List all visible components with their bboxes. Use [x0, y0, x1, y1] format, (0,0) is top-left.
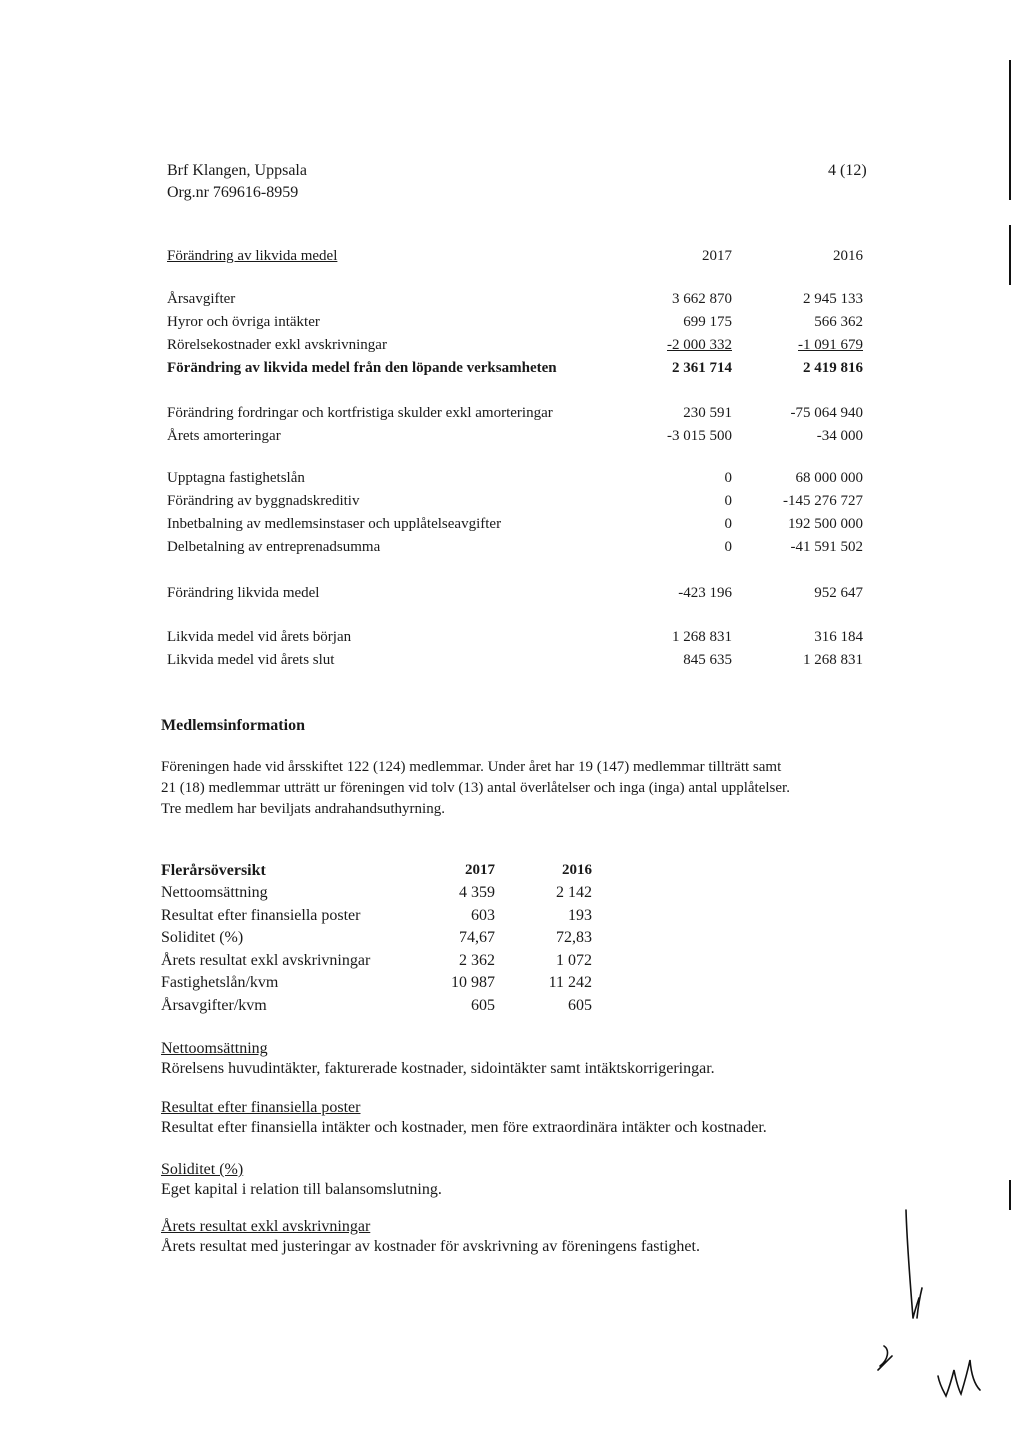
- definition-term: Resultat efter finansiella poster: [161, 1099, 361, 1116]
- cashflow-value-2017: 1 268 831: [672, 629, 732, 645]
- cashflow-row-label: Förändring av byggnadskreditiv: [167, 493, 360, 509]
- cashflow-value-2016: -41 591 502: [790, 539, 863, 555]
- cashflow-value-2017: 2 361 714: [672, 360, 732, 376]
- overview-value-2017: 4 359: [459, 884, 495, 901]
- overview-row-label: Årsavgifter/kvm: [161, 996, 267, 1014]
- cashflow-value-2017: -3 015 500: [667, 428, 732, 444]
- overview-value-2017: 2 362: [459, 951, 495, 969]
- overview-value-2017: 74,67: [459, 929, 495, 946]
- definition-text: Årets resultat med justeringar av kostnader för avskrivning av föreningens fastighet.: [161, 1238, 700, 1255]
- members-line: Föreningen hade vid årsskiftet 122 (124) medlemmar. Under året har 19 (147) medlemmar tillträtt samt: [161, 759, 782, 775]
- org-name: Brf Klangen, Uppsala: [167, 162, 307, 179]
- overview-row-label: Soliditet (%): [161, 929, 244, 946]
- members-line: 21 (18) medlemmar utträtt ur föreningen vid tolv (13) antal överlåtelser och inga (inga) antal upplåtelser.: [161, 780, 790, 796]
- cashflow-value-2016: 316 184: [814, 629, 863, 645]
- overview-value-2017: 10 987: [451, 974, 495, 991]
- cashflow-value-2016: -145 276 727: [783, 493, 863, 509]
- overview-value-2017: 605: [471, 996, 495, 1014]
- cashflow-col-2016: 2016: [833, 248, 863, 264]
- definition-text: Resultat efter finansiella intäkter och kostnader, men före extraordinära intäkter och kostnader.: [161, 1119, 767, 1136]
- cashflow-value-2017: -423 196: [678, 585, 732, 601]
- scan-edge-line: [1009, 225, 1011, 285]
- overview-value-2016: 72,83: [556, 929, 592, 946]
- page-number: 4 (12): [828, 162, 867, 179]
- cashflow-row-label: Delbetalning av entreprenadsumma: [167, 539, 381, 555]
- cashflow-value-2017: -2 000 332: [667, 337, 732, 353]
- cashflow-value-2017: 0: [724, 516, 732, 532]
- definition-term: Soliditet (%): [161, 1161, 244, 1178]
- cashflow-row-label: Förändring fordringar och kortfristiga skulder exkl amorteringar: [167, 405, 553, 421]
- cashflow-row-label: Likvida medel vid årets slut: [167, 652, 335, 668]
- definition-term: Nettoomsättning: [161, 1040, 268, 1057]
- cashflow-value-2017: 3 662 870: [672, 291, 732, 307]
- cashflow-title: Förändring av likvida medel: [167, 248, 338, 264]
- cashflow-value-2016: 2 419 816: [803, 360, 863, 376]
- overview-value-2016: 1 072: [556, 951, 592, 969]
- overview-value-2016: 605: [568, 996, 592, 1014]
- overview-col-2016: 2016: [562, 862, 592, 878]
- cashflow-value-2017: 230 591: [683, 405, 732, 421]
- overview-row-label: Resultat efter finansiella poster: [161, 906, 361, 924]
- cashflow-value-2017: 0: [724, 493, 732, 509]
- cashflow-value-2016: -75 064 940: [790, 405, 863, 421]
- definition-text: Eget kapital i relation till balansomslutning.: [161, 1181, 442, 1198]
- org-number: Org.nr 769616-8959: [167, 184, 299, 201]
- overview-value-2016: 2 142: [556, 884, 592, 901]
- cashflow-row-label: Förändring av likvida medel från den löpande verksamheten: [167, 360, 557, 376]
- cashflow-row-label: Årets amorteringar: [167, 428, 281, 444]
- overview-value-2017: 603: [471, 906, 495, 924]
- members-line: Tre medlem har beviljats andrahandsuthyrning.: [161, 801, 445, 817]
- cashflow-value-2017: 845 635: [683, 652, 732, 668]
- scan-edge-line: [1009, 60, 1011, 200]
- cashflow-value-2016: -34 000: [816, 428, 863, 444]
- cashflow-value-2016: 1 268 831: [803, 652, 863, 668]
- cashflow-value-2016: 68 000 000: [795, 470, 863, 486]
- signature-mark: [860, 1200, 1000, 1410]
- cashflow-row-label: Hyror och övriga intäkter: [167, 314, 320, 330]
- cashflow-value-2016: 192 500 000: [788, 516, 863, 532]
- cashflow-value-2017: 0: [724, 470, 732, 486]
- overview-title: Flerårsöversikt: [161, 862, 266, 879]
- cashflow-row-label: Förändring likvida medel: [167, 585, 320, 601]
- cashflow-row-label: Årsavgifter: [167, 291, 236, 307]
- cashflow-row-label: Rörelsekostnader exkl avskrivningar: [167, 337, 387, 353]
- overview-row-label: Nettoomsättning: [161, 884, 268, 901]
- overview-row-label: Årets resultat exkl avskrivningar: [161, 951, 371, 969]
- cashflow-row-label: Likvida medel vid årets början: [167, 629, 352, 645]
- cashflow-value-2017: 699 175: [683, 314, 732, 330]
- cashflow-value-2016: 566 362: [814, 314, 863, 330]
- definition-term: Årets resultat exkl avskrivningar: [161, 1218, 371, 1235]
- overview-value-2016: 193: [568, 906, 592, 924]
- cashflow-row-label: Upptagna fastighetslån: [167, 470, 305, 486]
- cashflow-value-2016: 952 647: [814, 585, 863, 601]
- definition-text: Rörelsens huvudintäkter, fakturerade kostnader, sidointäkter samt intäktskorrigeringar.: [161, 1060, 715, 1077]
- cashflow-value-2017: 0: [724, 539, 732, 555]
- overview-row-label: Fastighetslån/kvm: [161, 974, 279, 991]
- overview-value-2016: 11 242: [548, 974, 592, 991]
- cashflow-value-2016: 2 945 133: [803, 291, 863, 307]
- overview-col-2017: 2017: [465, 862, 495, 878]
- cashflow-col-2017: 2017: [702, 248, 732, 264]
- scan-edge-line: [1009, 1180, 1011, 1210]
- cashflow-value-2016: -1 091 679: [798, 337, 863, 353]
- cashflow-row-label: Inbetbalning av medlemsinstaser och upplåtelseavgifter: [167, 516, 502, 532]
- members-title: Medlemsinformation: [161, 717, 305, 734]
